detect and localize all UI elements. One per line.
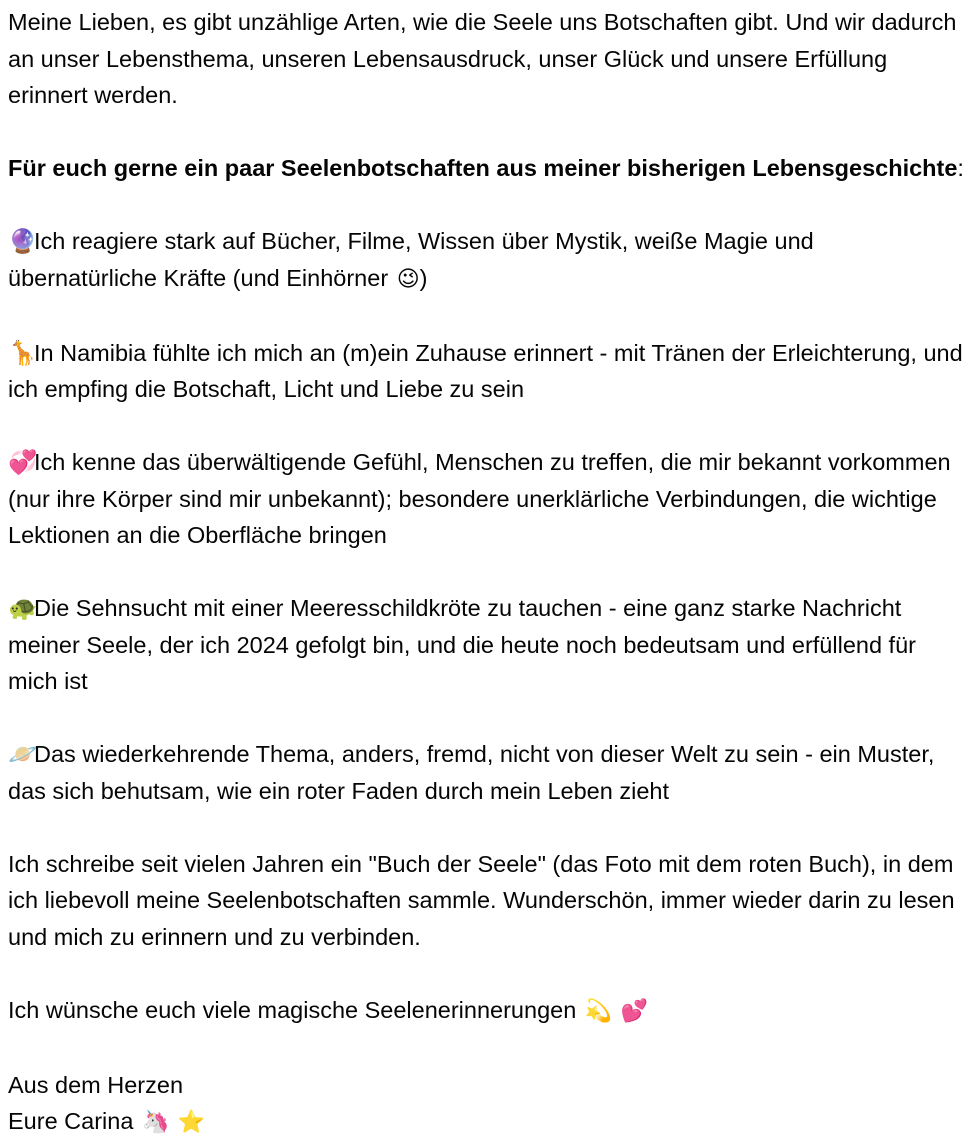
paragraph-spacer [8,809,968,846]
message-item-begegnungen [8,444,968,554]
paragraph-spacer [8,1030,968,1067]
closing-line: Aus dem Herzen [8,1071,184,1098]
heading-colon: : [957,155,964,181]
message-close-paren: ) [419,264,428,291]
unicorn-icon: 🦄 [141,1110,170,1135]
message-text: Ich kenne das überwältigende Gefühl, Menschen zu treffen, die mir bekannt vorkommen (nur ihre Körper sind mir unbekannt); besondere unerklärliche Verbindungen, die wichtige Lektionen an die Oberfläche bringen [8,449,951,548]
message-text: Ich reagiere stark auf Bücher, Filme, Wissen über Mystik, weiße Magie und übernatürliche Kräfte (und Einhörner [8,228,814,291]
heading-line [8,150,968,187]
turtle-icon: 🐢 [8,594,38,622]
heading-text: Für euch gerne ein paar Seelenbotschaften aus meiner bisherigen Lebensgeschichte [8,155,958,181]
intro-paragraph: Meine Lieben, es gibt unzählige Arten, wie die Seele uns Botschaften gibt. Und wir dadurch an unser Lebensthema, unseren Lebensausdruck, unser Glück und unsere Erfüllung erinnert werden. [8,9,957,108]
message-item-schildkroete [8,590,968,700]
heart-gift-icon: 💞 [8,448,38,476]
message-item-anders-sein [8,736,968,809]
paragraph-spacer [8,955,968,992]
paragraph-spacer [8,187,968,224]
winking-face-icon: 😉 [396,266,420,292]
message-text: In Namibia fühlte ich mich an (m)ein Zuhause erinnert - mit Tränen der Erleichterung, und ich empfing die Botschaft, Licht und Liebe zu sein [8,339,963,402]
wish-line [8,992,968,1031]
dizzy-star-icon: 💫 [584,998,613,1024]
paragraph-spacer [8,554,968,591]
paragraph-spacer [8,408,968,445]
paragraph-spacer [8,298,968,335]
wish-text: Ich wünsche euch viele magische Seelenerinnerungen [8,996,577,1023]
crystal-ball-icon: 🔮 [8,227,38,255]
paragraph-spacer [8,114,968,151]
two-hearts-icon: 💕 [620,998,649,1024]
star-icon: ⭐ [177,1110,206,1135]
message-text: Die Sehnsucht mit einer Meeresschildkröte zu tauchen - eine ganz starke Nachricht meiner Seele, der ich 2024 gefolgt bin, und die heute noch bedeutsam und erfüllend für mich ist [8,595,916,694]
message-item-mystik [8,223,968,298]
signature-name: Eure Carina [8,1108,134,1134]
book-paragraph: Ich schreibe seit vielen Jahren ein "Buch der Seele" (das Foto mit dem roten Buch), in dem ich liebevoll meine Seelenbotschaften sammle. Wunderschön, immer wieder darin zu lesen und mich zu erinnern und zu verbinden. [8,850,955,950]
ringed-planet-icon: 🪐 [8,740,38,768]
giraffe-icon: 🦒 [8,338,38,367]
message-item-namibia [8,335,968,408]
paragraph-spacer [8,700,968,737]
message-text: Das wiederkehrende Thema, anders, fremd, nicht von dieser Welt zu sein - ein Muster, das sich behutsam, wie ein roter Faden durch mein Leben zieht [8,741,935,804]
